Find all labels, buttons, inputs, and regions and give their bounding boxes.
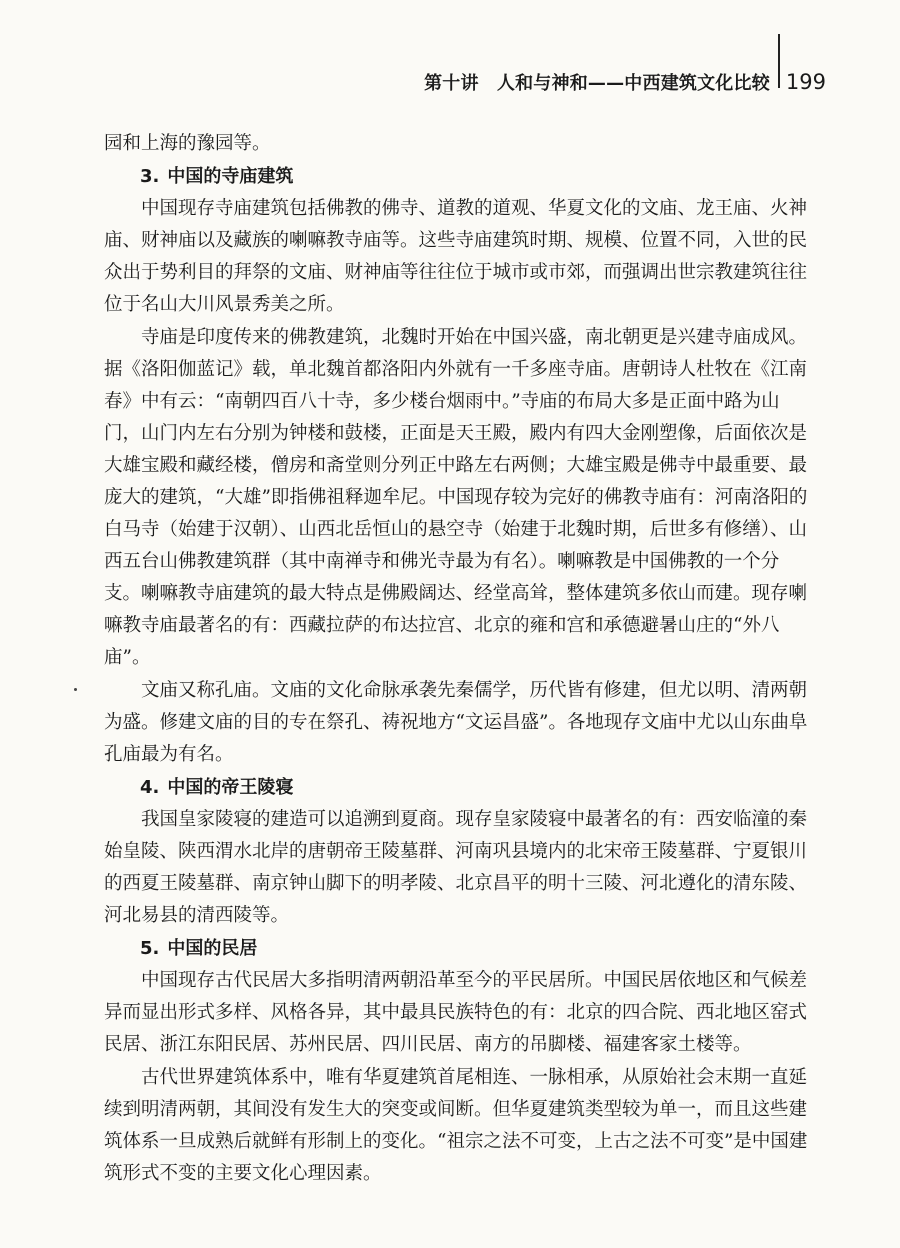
section-title: 中国的民居 [167, 938, 258, 959]
body-text [104, 128, 814, 1191]
section-heading-tombs [140, 772, 814, 804]
paragraph: 中国现存寺庙建筑包括佛教的佛寺、道教的道观、华夏文化的文庙、龙王庙、火神庙、财神庙以及藏族的喇嘛教寺庙等。这些寺庙建筑时期、规模、位置不同，入世的民众出于势利目的拜祭的文庙、财神庙等往往位于城市或市郊，而强调出世宗教建筑往往位于名山大川风景秀美之所。 [104, 198, 808, 315]
section-number: 5. [140, 938, 160, 959]
running-title: 第十讲 人和与神和——中西建筑文化比较 [424, 73, 770, 94]
margin-dot [74, 688, 77, 691]
page-number: 199 [785, 70, 826, 94]
section-title: 中国的帝王陵寝 [167, 777, 294, 798]
paragraph: 古代世界建筑体系中，唯有华夏建筑首尾相连、一脉相承，从原始社会末期一直延续到明清两朝，其间没有发生大的突变或间断。但华夏建筑类型较为单一，而且这些建筑体系一旦成熟后就鲜有形制上的变化。“祖宗之法不可变，上古之法不可变”是中国建筑形式不变的主要文化心理因素。 [104, 1067, 808, 1184]
paragraph: 文庙又称孔庙。文庙的文化命脉承袭先秦儒学，历代皆有修建，但尤以明、清两朝为盛。修建文庙的目的专在祭孔、祷祝地方“文运昌盛”。各地现存文庙中尤以山东曲阜孔庙最为有名。 [104, 680, 808, 765]
paragraph: 中国现存古代民居大多指明清两朝沿革至今的平民居所。中国民居依地区和气候差异而显出形式多样、风格各异，其中最具民族特色的有：北京的四合院、西北地区窑式民居、浙江东阳民居、苏州民居、四川民居、南方的吊脚楼、福建客家土楼等。 [104, 970, 808, 1055]
section-title: 中国的寺庙建筑 [167, 166, 294, 187]
section-heading-dwellings [140, 933, 814, 965]
section-number: 3. [140, 166, 160, 187]
section-number: 4. [140, 777, 160, 798]
running-head [424, 62, 826, 102]
section-heading-temples [140, 161, 814, 193]
paragraph: 我国皇家陵寝的建造可以追溯到夏商。现存皇家陵寝中最著名的有：西安临潼的秦始皇陵、陕西渭水北岸的唐朝帝王陵墓群、河南巩县境内的北宋帝王陵墓群、宁夏银川的西夏王陵墓群、南京钟山脚下的明孝陵、北京昌平的明十三陵、河北遵化的清东陵、河北易县的清西陵等。 [104, 809, 808, 926]
header-rule [778, 34, 780, 88]
paragraph: 寺庙是印度传来的佛教建筑，北魏时开始在中国兴盛，南北朝更是兴建寺庙成风。据《洛阳伽蓝记》载，单北魏首都洛阳内外就有一千多座寺庙。唐朝诗人杜牧在《江南春》中有云：“南朝四百八十寺，多少楼台烟雨中。”寺庙的布局大多是正面中路为山门，山门内左右分别为钟楼和鼓楼，正面是天王殿，殿内有四大金刚塑像，后面依次是大雄宝殿和藏经楼，僧房和斋堂则分列正中路左右两侧；大雄宝殿是佛寺中最重要、最庞大的建筑，“大雄”即指佛祖释迦牟尼。中国现存较为完好的佛教寺庙有：河南洛阳的白马寺（始建于汉朝）、山西北岳恒山的悬空寺（始建于北魏时期，后世多有修缮）、山西五台山佛教建筑群（其中南禅寺和佛光寺最为有名）。喇嘛教是中国佛教的一个分支。喇嘛教寺庙建筑的最大特点是佛殿阔达、经堂高耸，整体建筑多依山而建。现存喇嘛教寺庙最著名的有：西藏拉萨的布达拉宫、北京的雍和宫和承德避暑山庄的“外八庙”。 [104, 327, 808, 668]
continuation-paragraph: 园和上海的豫园等。 [104, 133, 271, 154]
